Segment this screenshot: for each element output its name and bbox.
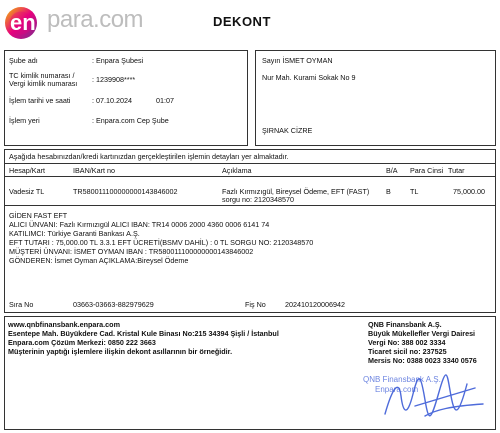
row-iban: TR580011100000000143846002	[73, 187, 178, 196]
sira-value: 03663-03663-882979629	[73, 300, 154, 309]
th-amount: Tutar	[448, 166, 465, 175]
th-account: Hesap/Kart	[9, 166, 45, 175]
customer-city: ŞIRNAK CİZRE	[262, 126, 313, 135]
page-title: DEKONT	[213, 14, 271, 29]
customer-name: Sayın İSMET OYMAN	[262, 56, 333, 65]
detail-line: MÜŞTERİ ÜNVANI: İSMET OYMAN IBAN : TR580011100000000143846002	[9, 247, 254, 256]
divider	[4, 205, 496, 206]
fis-value: 202410120006942	[285, 300, 345, 309]
detail-line: ALICI ÜNVANI: Fazlı Kırmızıgül ALICI IBAN: TR14 0006 2000 4360 0006 6141 74	[9, 220, 270, 229]
branch-value: : Enpara Şubesi	[92, 56, 144, 65]
row-description-line1: Fazlı Kırmızıgül, Bireysel Ödeme, EFT (FAST)	[222, 187, 370, 196]
tax-office: Büyük Mükellefler Vergi Dairesi	[368, 329, 476, 338]
divider	[4, 176, 496, 177]
row-account: Vadesiz TL	[9, 187, 45, 196]
time-value: 01:07	[156, 96, 174, 105]
detail-line: KATILIMCI: Türkiye Garanti Bankası A.Ş.	[9, 229, 140, 238]
branch-label: Şube adı	[9, 56, 38, 65]
row-ba: B	[386, 187, 391, 196]
sira-label: Sıra No	[9, 300, 34, 309]
bank-name: QNB Finansbank A.Ş.	[368, 320, 442, 329]
bank-address: Esentepe Mah. Büyükdere Cad. Kristal Kule Binası No:215 34394 Şişli / İstanbul	[8, 329, 279, 338]
fis-label: Fiş No	[245, 300, 266, 309]
trade-registry: Ticaret sicil no: 237525	[368, 347, 447, 356]
bank-website: www.qnbfinansbank.enpara.com	[8, 320, 120, 329]
th-description: Açıklama	[222, 166, 252, 175]
detail-line: GİDEN FAST EFT	[9, 211, 68, 220]
divider	[4, 163, 496, 164]
customer-address: Nur Mah. Kurami Sokak No 9	[262, 73, 356, 82]
stamp-line-2: Enpara.com	[375, 385, 419, 394]
tc-label-line2: Vergi kimlik numarası	[9, 79, 78, 88]
th-currency: Para Cinsi	[410, 166, 444, 175]
place-label: İşlem yeri	[9, 116, 40, 125]
intro-text: Aşağıda hesabınızdan/kredi kartınızdan gerçekleştirilen işlemin detayları yer almaktadır.	[9, 152, 289, 161]
logo-para-text: para.com	[47, 6, 144, 33]
date-value: : 07.10.2024	[92, 96, 132, 105]
row-currency: TL	[410, 187, 419, 196]
tc-label-line1: TC kimlik numarası /	[9, 71, 75, 80]
th-ba: B/A	[386, 166, 398, 175]
row-description-line2: sorgu no: 2120348570	[222, 195, 294, 204]
detail-line: GÖNDEREN: İsmet Oyman AÇIKLAMA:Bireysel Ödeme	[9, 256, 189, 265]
row-amount: 75,000.00	[453, 187, 485, 196]
date-label: İşlem tarihi ve saati	[9, 96, 71, 105]
tax-number: Vergi No: 388 002 3334	[368, 338, 446, 347]
mersis-number: Mersis No: 0388 0023 3340 0576	[368, 356, 477, 365]
bank-phone: Enpara.com Çözüm Merkezi: 0850 222 3663	[8, 338, 156, 347]
tc-value: : 1239908****	[92, 75, 136, 84]
logo-en-text: en	[10, 10, 36, 35]
place-value: : Enpara.com Cep Şube	[92, 116, 169, 125]
stamp-signature-icon	[355, 366, 495, 428]
stamp-line-1: QNB Finansbank A.Ş.	[363, 375, 441, 384]
detail-line: EFT TUTARI : 75,000.00 TL 3.3.1 EFT ÜCRETİ(BSMV DAHİL) : 0 TL SORGU NO: 2120348570	[9, 238, 314, 247]
th-iban: IBAN/Kart no	[73, 166, 115, 175]
bank-disclaimer: Müşterinin yaptığı işlemlere ilişkin dekont asıllarının bir örneğidir.	[8, 347, 233, 356]
